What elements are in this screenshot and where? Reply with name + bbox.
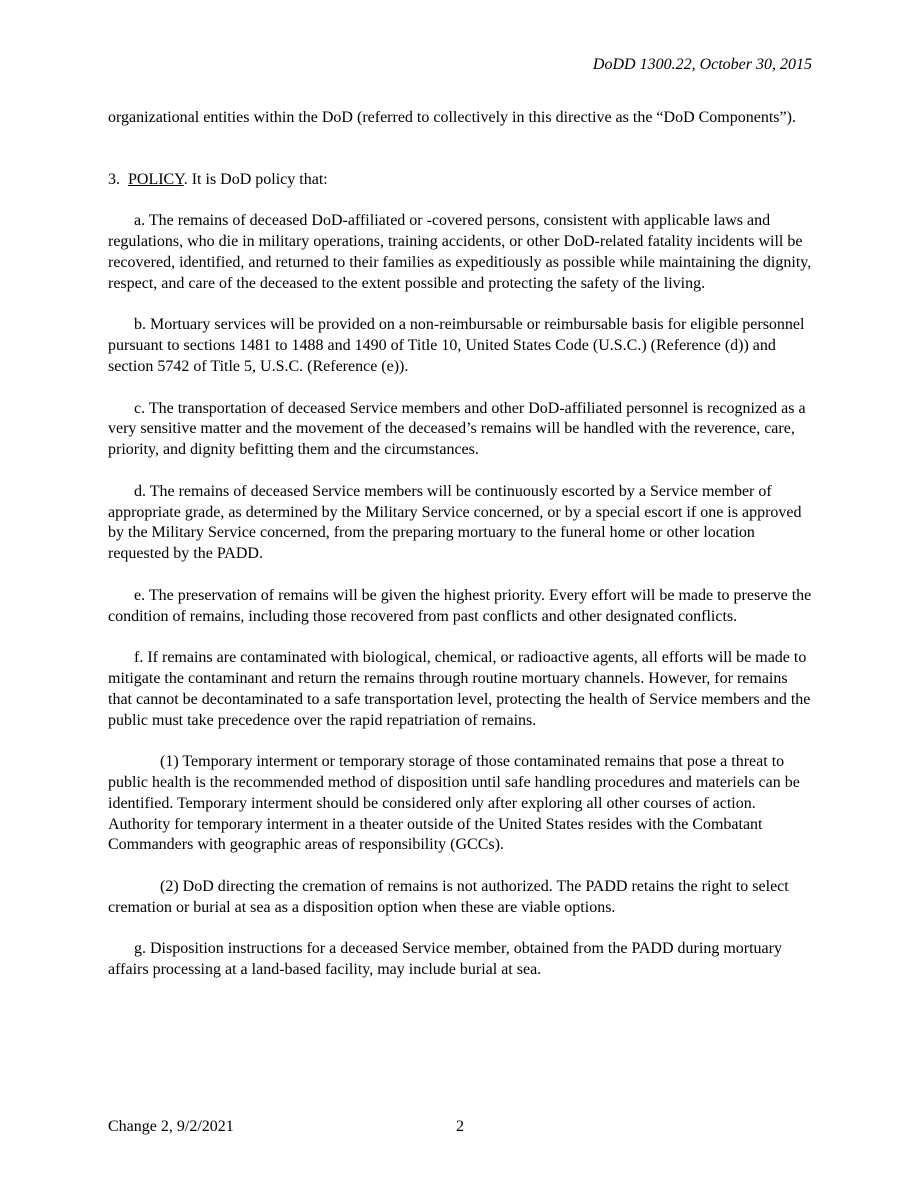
policy-paragraph-g: g. Disposition instructions for a deceased Service member, obtained from the PADD during mortuary affairs processing at a land-based facility, may include burial at sea. xyxy=(108,940,782,979)
policy-paragraph-a: a. The remains of deceased DoD-affiliated or -covered persons, consistent with applicable laws and regulations, who die in military operations, training accidents, or other DoD-related fatality incidents will be recovered, identified, and returned to their families as expeditiously as possible while maintaining the dignity, respect, and care of the deceased to the extent possible and protecting the safety of the living. xyxy=(108,212,812,292)
page-number: 2 xyxy=(456,1118,464,1135)
policy-paragraph-f: f. If remains are contaminated with biological, chemical, or radioactive agents, all efforts will be made to mitigate the contaminant and return the remains through routine mortuary channels. However, for remains that cannot be decontaminated to a safe transportation level, protecting the health of Service members and the public must take precedence over the rapid repatriation of remains. xyxy=(108,649,811,729)
policy-paragraph-c: c. The transportation of deceased Service members and other DoD-affiliated personnel is recognized as a very sensitive matter and the movement of the deceased’s remains will be handled with the reverence, care, priority, and dignity befitting them and the circumstances. xyxy=(108,399,806,459)
change-notice: Change 2, 9/2/2021 xyxy=(108,1118,234,1135)
policy-paragraph-b: b. Mortuary services will be provided on a non-reimbursable or reimbursable basis for eligible personnel pursuant to sections 1481 to 1488 and 1490 of Title 10, United States Code (U.S.C.) (Reference (d)) and section 5742 of Title 5, U.S.C. (Reference (e)). xyxy=(108,316,805,375)
section-heading xyxy=(108,170,812,191)
intro-paragraph: organizational entities within the DoD (referred to collectively in this directive as the “DoD Components”). xyxy=(108,109,796,126)
document-body xyxy=(108,108,812,1002)
policy-paragraph-d: d. The remains of deceased Service members will be continuously escorted by a Service member of appropriate grade, as determined by the Military Service concerned, or by a special escort if one is approved by the Military Service concerned, from the preparing mortuary to the funeral home or other location requested by the PADD. xyxy=(108,482,802,563)
document-header: DoDD 1300.22, October 30, 2015 xyxy=(592,56,812,73)
section-lead: . It is DoD policy that: xyxy=(183,170,328,188)
section-number: 3. xyxy=(108,170,120,188)
policy-subparagraph-f2: (2) DoD directing the cremation of remains is not authorized. The PADD retains the right to select cremation or burial at sea as a disposition option when these are viable options. xyxy=(108,877,789,916)
policy-subparagraph-f1: (1) Temporary interment or temporary storage of those contaminated remains that pose a threat to public health is the recommended method of disposition until safe handling procedures and materiels can be identified. Temporary interment should be considered only after exploring all other courses of action. Authority for temporary interment in a theater outside of the United States resides with the Combatant Commanders with geographic areas of responsibility (GCCs). xyxy=(108,753,800,854)
section-title: POLICY xyxy=(128,170,184,188)
policy-paragraph-e: e. The preservation of remains will be given the highest priority. Every effort will be made to preserve the condition of remains, including those recovered from past conflicts and other designated conflicts. xyxy=(108,586,812,625)
